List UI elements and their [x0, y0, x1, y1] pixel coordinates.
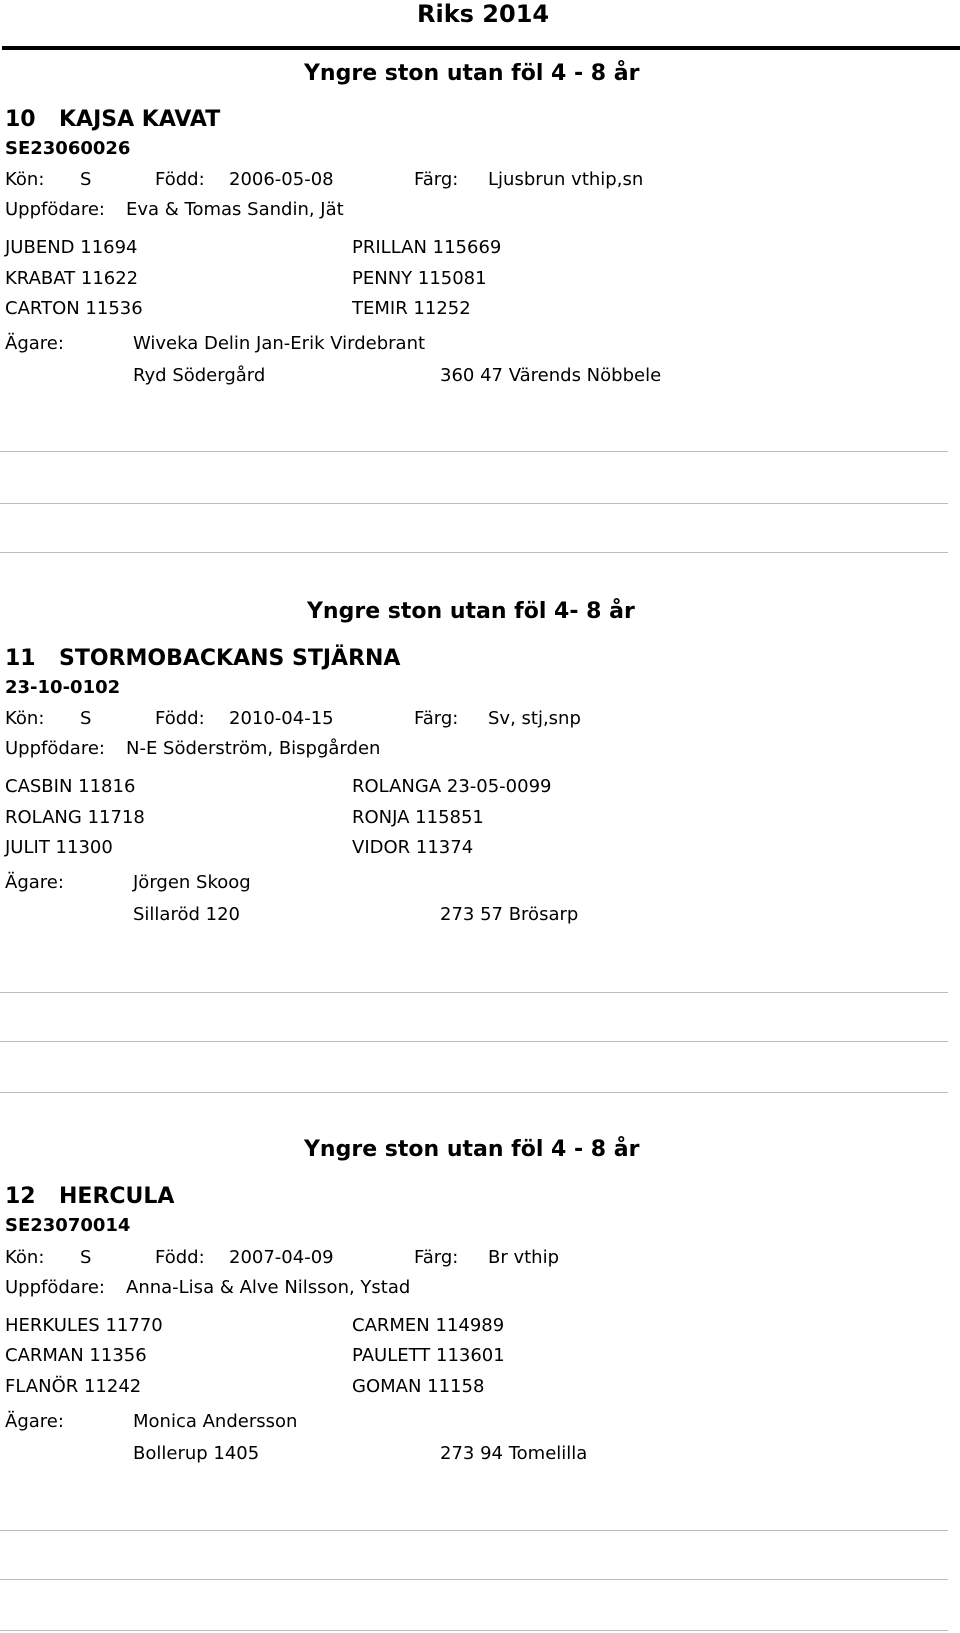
paternal-grandsire: KRABAT 11622 — [5, 268, 139, 289]
horse-name: HERCULA — [59, 1184, 175, 1209]
dam: CARMEN 114989 — [352, 1315, 505, 1336]
breeder-value: Eva & Tomas Sandin, Jät — [126, 199, 344, 220]
catalog-number: 10 — [5, 107, 36, 132]
breeder-label: Uppfödare: — [5, 738, 105, 759]
registration-number: 23-10-0102 — [5, 677, 121, 698]
breeder-label: Uppfödare: — [5, 1277, 105, 1298]
breeder-value: Anna-Lisa & Alve Nilsson, Ystad — [126, 1277, 411, 1298]
paternal-ancestor: JULIT 11300 — [5, 837, 113, 858]
maternal-granddam: RONJA 115851 — [352, 807, 484, 828]
maternal-grandsire: VIDOR 11374 — [352, 837, 474, 858]
owner-name: Monica Andersson — [133, 1411, 298, 1432]
sex-value: S — [80, 708, 92, 729]
divider — [0, 1530, 948, 1531]
class-heading: Yngre ston utan föl 4 - 8 år — [304, 61, 640, 86]
birth-label: Född: — [155, 169, 205, 190]
paternal-ancestor: CARTON 11536 — [5, 298, 143, 319]
birth-label: Född: — [155, 1247, 205, 1268]
breeder-label: Uppfödare: — [5, 199, 105, 220]
maternal-grandsire: TEMIR 11252 — [352, 298, 471, 319]
sex-value: S — [80, 1247, 92, 1268]
divider — [0, 992, 948, 993]
registration-number: SE23070014 — [5, 1215, 131, 1236]
birth-date: 2006-05-08 — [229, 169, 334, 190]
owner-postal: 273 57 Brösarp — [440, 904, 579, 925]
catalog-number: 11 — [5, 646, 36, 671]
owner-name: Jörgen Skoog — [133, 872, 251, 893]
class-heading: Yngre ston utan föl 4- 8 år — [307, 599, 635, 624]
sire: CASBIN 11816 — [5, 776, 136, 797]
color-label: Färg: — [414, 169, 459, 190]
owner-label: Ägare: — [5, 872, 64, 893]
owner-address: Ryd Södergård — [133, 365, 266, 386]
divider — [0, 1579, 948, 1580]
paternal-grandsire: ROLANG 11718 — [5, 807, 145, 828]
maternal-granddam: PAULETT 113601 — [352, 1345, 505, 1366]
divider — [0, 1041, 948, 1042]
color-value: Br vthip — [488, 1247, 560, 1268]
paternal-grandsire: CARMAN 11356 — [5, 1345, 147, 1366]
page-title: Riks 2014 — [417, 0, 550, 28]
dam: PRILLAN 115669 — [352, 237, 502, 258]
owner-postal: 360 47 Värends Nöbbele — [440, 365, 662, 386]
birth-date: 2007-04-09 — [229, 1247, 334, 1268]
class-heading: Yngre ston utan föl 4 - 8 år — [304, 1137, 640, 1162]
maternal-granddam: PENNY 115081 — [352, 268, 487, 289]
owner-address: Sillaröd 120 — [133, 904, 240, 925]
breeder-value: N-E Söderström, Bispgården — [126, 738, 381, 759]
horse-name: STORMOBACKANS STJÄRNA — [59, 646, 401, 671]
paternal-ancestor: FLANÖR 11242 — [5, 1376, 142, 1397]
catalog-number: 12 — [5, 1184, 36, 1209]
birth-label: Född: — [155, 708, 205, 729]
color-label: Färg: — [414, 1247, 459, 1268]
sex-label: Kön: — [5, 1247, 45, 1268]
dam: ROLANGA 23-05-0099 — [352, 776, 552, 797]
divider — [0, 552, 948, 553]
color-value: Sv, stj,snp — [488, 708, 581, 729]
registration-number: SE23060026 — [5, 138, 131, 159]
sex-value: S — [80, 169, 92, 190]
divider — [0, 503, 948, 504]
sire: HERKULES 11770 — [5, 1315, 163, 1336]
birth-date: 2010-04-15 — [229, 708, 334, 729]
sex-label: Kön: — [5, 708, 45, 729]
owner-postal: 273 94 Tomelilla — [440, 1443, 588, 1464]
maternal-grandsire: GOMAN 11158 — [352, 1376, 485, 1397]
divider — [0, 1092, 948, 1093]
horse-name: KAJSA KAVAT — [59, 107, 221, 132]
color-value: Ljusbrun vthip,sn — [488, 169, 644, 190]
owner-label: Ägare: — [5, 1411, 64, 1432]
owner-label: Ägare: — [5, 333, 64, 354]
owner-name: Wiveka Delin Jan-Erik Virdebrant — [133, 333, 426, 354]
divider — [0, 1630, 948, 1631]
color-label: Färg: — [414, 708, 459, 729]
divider — [0, 451, 948, 452]
owner-address: Bollerup 1405 — [133, 1443, 260, 1464]
header-divider — [2, 46, 960, 50]
sex-label: Kön: — [5, 169, 45, 190]
sire: JUBEND 11694 — [5, 237, 138, 258]
